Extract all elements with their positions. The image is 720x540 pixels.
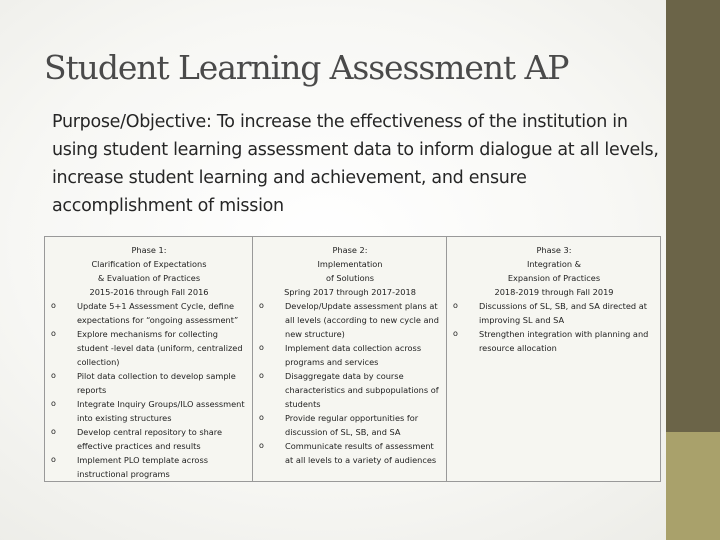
bullet-icon: o [259, 301, 264, 310]
accent-bar-top [666, 0, 720, 432]
phase-heading-line: Phase 3: [536, 245, 572, 255]
phase-table [44, 236, 661, 482]
phase-heading-line: & Evaluation of Practices [97, 273, 201, 283]
bullet-icon: o [51, 301, 56, 310]
phase-heading-line: Phase 1: [131, 245, 167, 255]
phase-3-column [451, 243, 657, 355]
list-item [257, 411, 443, 439]
phase-items [451, 299, 657, 355]
accent-bar-bottom [666, 432, 720, 540]
bullet-icon: o [51, 371, 56, 380]
purpose-text: Purpose/Objective: To increase the effectiveness of the institution in using student learning assessment data to inform dialogue at all levels, increase student learning and achievement, and ensure accomplishment of mission [52, 112, 659, 216]
phase-cell [45, 237, 253, 482]
list-item [49, 397, 249, 425]
item-text: Update 5+1 Assessment Cycle, define expectations for “ongoing assessment” [77, 301, 239, 325]
phase-items [257, 299, 443, 467]
phase-heading [257, 243, 443, 299]
item-text: Pilot data collection to develop sample reports [77, 371, 236, 395]
item-text: Implement data collection across programs and services [285, 343, 422, 367]
item-text: Integrate Inquiry Groups/ILO assessment into existing structures [77, 399, 245, 423]
slide-title: Student Learning Assessment AP [44, 48, 569, 87]
bullet-icon: o [259, 441, 264, 450]
list-item [49, 425, 249, 453]
item-text: Develop central repository to share effective practices and results [77, 427, 223, 451]
phase-heading-line: Implementation [317, 259, 383, 269]
list-item [49, 327, 249, 369]
bullet-icon: o [51, 455, 56, 464]
bullet-icon: o [453, 329, 458, 338]
list-item [451, 299, 657, 327]
list-item [49, 299, 249, 327]
phase-cell [253, 237, 447, 482]
bullet-icon: o [51, 329, 56, 338]
bullet-icon: o [259, 413, 264, 422]
item-text: Communicate results of assessment at all levels to a variety of audiences [285, 441, 437, 465]
list-item [257, 341, 443, 369]
bullet-icon: o [453, 301, 458, 310]
phase-heading [49, 243, 249, 299]
phase-heading-line: Clarification of Expectations [91, 259, 207, 269]
bullet-icon: o [259, 371, 264, 380]
list-item [257, 439, 443, 467]
phase-2-column [257, 243, 443, 467]
item-text: Provide regular opportunities for discussion of SL, SB, and SA [285, 413, 419, 437]
bullet-icon: o [259, 343, 264, 352]
bullet-icon: o [51, 399, 56, 408]
item-text: Develop/Update assessment plans at all levels (according to new cycle and new structure) [285, 301, 439, 339]
list-item [49, 453, 249, 481]
phase-items [49, 299, 249, 481]
list-item [451, 327, 657, 355]
phase-1-column [49, 243, 249, 481]
bullet-icon: o [51, 427, 56, 436]
phase-heading-line: Phase 2: [332, 245, 368, 255]
list-item [257, 299, 443, 341]
item-text: Explore mechanisms for collecting student -level data (uniform, centralized collection) [77, 329, 243, 367]
list-item [49, 369, 249, 397]
item-text: Discussions of SL, SB, and SA directed at improving SL and SA [479, 301, 647, 325]
item-text: Disaggregate data by course characteristics and subpopulations of students [285, 371, 439, 409]
phase-heading-line: 2015-2016 through Fall 2016 [89, 287, 209, 297]
phase-heading-line: Expansion of Practices [507, 273, 601, 283]
phase-heading-line: Integration & [526, 259, 582, 269]
item-text: Implement PLO template across instructional programs [77, 455, 208, 479]
phase-heading-line: Spring 2017 through 2017-2018 [284, 287, 416, 297]
item-text: Strengthen integration with planning and resource allocation [479, 329, 649, 353]
phase-heading [451, 243, 657, 299]
phase-cell [447, 237, 661, 482]
list-item [257, 369, 443, 411]
phase-heading-line: 2018-2019 through Fall 2019 [494, 287, 614, 297]
phase-heading-line: of Solutions [325, 273, 375, 283]
